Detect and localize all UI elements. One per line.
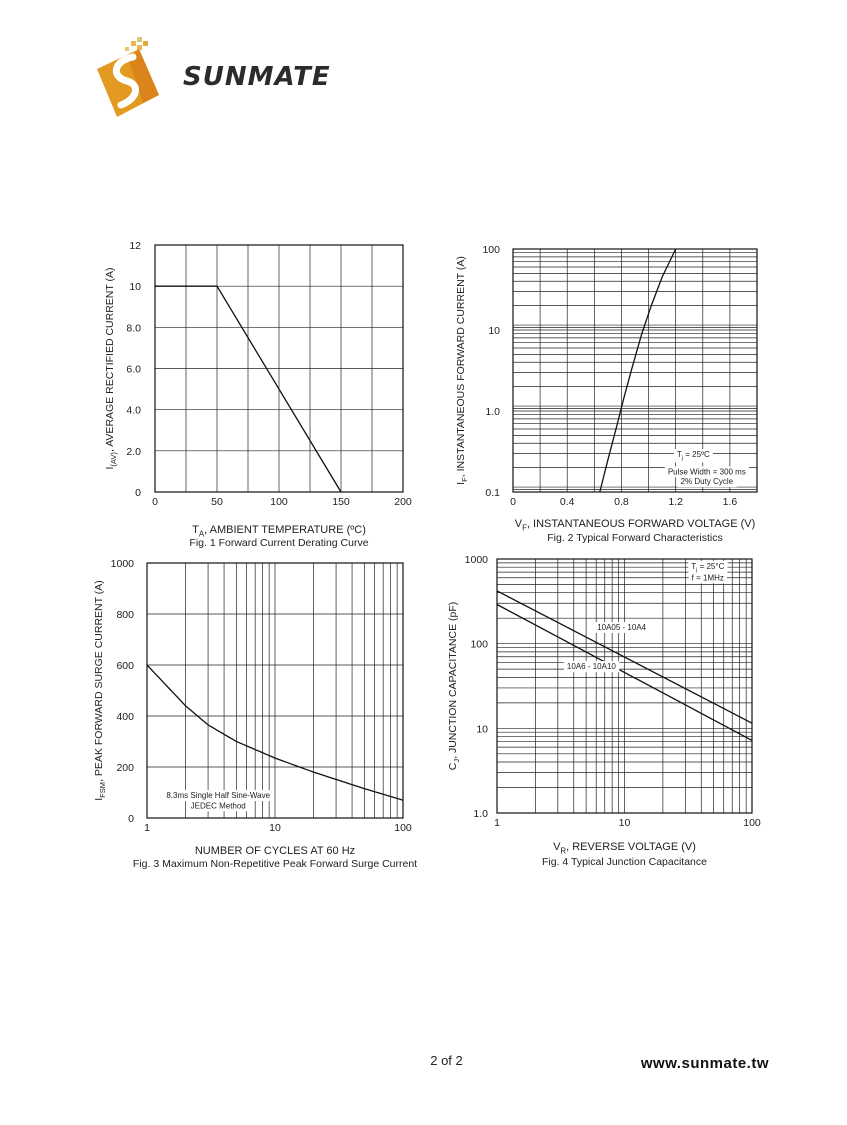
fig4-ytick-label: 100 [470, 638, 488, 651]
fig1-ylabel: $I_{(AV)}$, AVERAGE RECTIFIED CURRENT (A) [104, 267, 119, 470]
fig4-xlabel: $V_R$, REVERSE VOLTAGE (V) [553, 841, 696, 856]
logo-squares [125, 37, 148, 51]
fig1-xtick-label: 50 [211, 496, 223, 508]
fig1-xtick-label: 150 [332, 496, 350, 508]
chart-fig1 [95, 235, 435, 555]
fig1-ytick-label: 12 [129, 240, 141, 252]
fig2-title: Fig. 2 Typical Forward Characteristics [547, 532, 723, 544]
fig2-ytick-label: 10 [488, 325, 500, 337]
fig2-xtick-label: 0 [510, 496, 516, 508]
fig2-annotation: Pulse Width = 300 ms [667, 467, 746, 477]
fig2-grid [513, 249, 757, 492]
fig4-ylabel: $C_J$, JUNCTION CAPACITANCE (pF) [447, 601, 462, 771]
fig3-grid [147, 563, 403, 818]
website-link[interactable]: www.sunmate.tw [640, 1055, 769, 1072]
fig1-ytick-label: 10 [129, 281, 141, 294]
fig4-xtick-label: 1 [494, 817, 500, 829]
fig3-ytick-label: 1000 [110, 558, 134, 570]
fig3-title: Fig. 3 Maximum Non-Repetitive Peak Forward Surge Current [132, 858, 418, 870]
fig3-annotation: JEDEC Method [190, 801, 246, 811]
fig1-xtick-label: 200 [394, 496, 412, 508]
fig3-ytick-label: 600 [116, 660, 134, 672]
fig4-annotation: $T_j = 25^\circ C$ [691, 562, 725, 574]
fig3-xtick-label: 10 [269, 822, 281, 834]
fig1-title: Fig. 1 Forward Current Derating Curve [189, 537, 369, 549]
fig2-series-1 [600, 249, 676, 492]
fig2-xtick-label: 0.8 [614, 496, 629, 508]
fig2-plot-frame [513, 249, 757, 492]
fig1-xtick-label: 100 [270, 496, 288, 508]
fig4-ytick-label: 10 [476, 723, 488, 736]
fig1-grid [155, 245, 403, 492]
fig2-xtick-label: 0.4 [559, 496, 575, 508]
fig4-title: Fig. 4 Typical Junction Capacitance [542, 856, 707, 868]
sunmate-logo [93, 35, 183, 125]
fig3-ytick-label: 0 [128, 813, 134, 825]
fig3-ylabel: $I_{FSM}$, PEAK FORWARD SURGE CURRENT (A) [93, 580, 108, 801]
fig4-ytick-label: 1.0 [473, 808, 488, 820]
fig2-xtick-label: 1.2 [668, 496, 683, 508]
chart-fig3 [90, 555, 435, 875]
fig3-ytick-label: 800 [116, 609, 134, 621]
fig4-annotation: f = 1MHz [691, 573, 724, 583]
fig4-xtick-label: 100 [743, 817, 761, 829]
page-number: 2 of 2 [430, 1053, 463, 1068]
fig4-annotation: 10A6 - 10A10 [566, 662, 616, 672]
fig3-ytick-label: 400 [116, 711, 134, 723]
fig4-xtick-label: 10 [618, 817, 631, 829]
fig3-annotation: 8.3ms Single Half Sine-Wave [166, 791, 271, 801]
chart-fig2 [440, 235, 780, 555]
fig1-ytick-label: 2.0 [126, 445, 141, 458]
fig2-ylabel: $I_F$, INSTANTANEOUS FORWARD CURRENT (A) [455, 256, 470, 485]
fig1-xlabel: $T_A$, AMBIENT TEMPERATURE (ºC) [192, 524, 366, 539]
fig1-ytick-label: 8.0 [126, 322, 141, 335]
fig2-xlabel: $V_F$, INSTANTANEOUS FORWARD VOLTAGE (V) [514, 518, 756, 533]
logo-text: SUNMATE [183, 62, 331, 92]
fig3-xtick-label: 1 [144, 822, 150, 834]
fig2-xtick-label: 1.6 [722, 496, 738, 508]
fig1-ytick-label: 0 [135, 487, 141, 499]
fig1-ytick-label: 4.0 [126, 404, 141, 417]
fig1-ytick-label: 6.0 [126, 363, 141, 376]
fig3-ytick-label: 200 [116, 762, 134, 774]
fig2-annotation: $T_j$ = 25ºC [676, 450, 710, 462]
fig2-annotation: 2% Duty Cycle [680, 477, 734, 487]
fig2-ytick-label: 0.1 [485, 487, 500, 499]
chart-fig4 [440, 555, 780, 875]
fig3-xlabel: NUMBER OF CYCLES AT 60 Hz [194, 845, 356, 857]
fig4-ytick-label: 1000 [464, 555, 488, 566]
fig4-annotation: 10A05 - 10A4 [597, 623, 647, 633]
fig1-xtick-label: 0 [152, 496, 158, 508]
fig2-ytick-label: 1.0 [485, 406, 500, 418]
fig4-grid [497, 559, 752, 813]
fig3-xtick-label: 100 [394, 822, 412, 834]
fig2-ytick-label: 100 [482, 244, 500, 256]
